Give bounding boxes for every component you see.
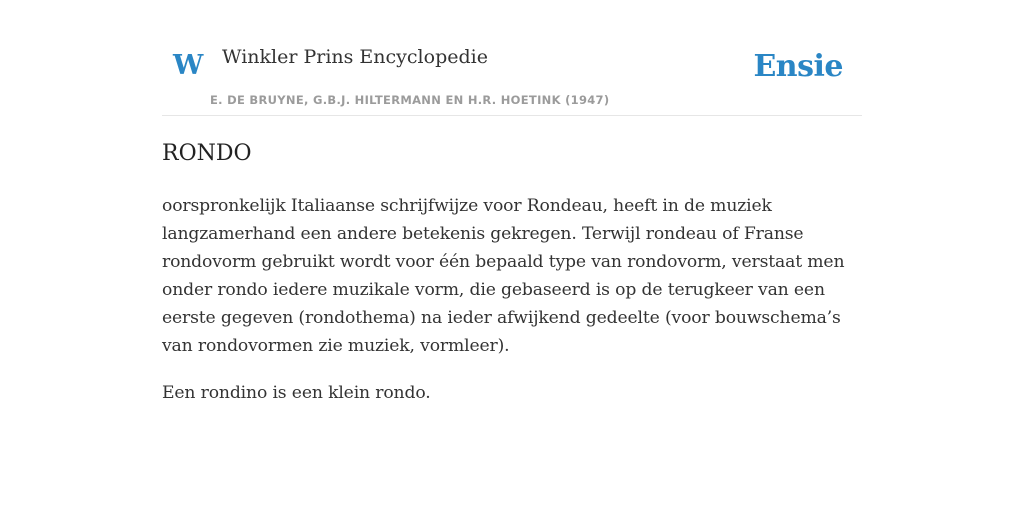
entry-body xyxy=(162,192,868,426)
winkler-prins-logo[interactable]: W xyxy=(173,50,204,81)
source-title[interactable]: Winkler Prins Encyclopedie xyxy=(222,46,488,68)
entry-paragraph: Een rondino is een klein rondo. xyxy=(162,383,431,403)
ensie-logo[interactable]: Ensie xyxy=(753,49,843,84)
source-authors: E. DE BRUYNE, G.B.J. HILTERMANN EN H.R. HOETINK (1947) xyxy=(210,93,610,107)
source-header xyxy=(162,36,862,116)
entry-paragraph: oorspronkelijk Italiaanse schrijfwijze voor Rondeau, heeft in de muziek langzamerhand een andere betekenis gekregen. Terwijl rondeau of Franse rondovorm gebruikt wordt voor één bepaald type van rondovorm, verstaat men onder rondo iedere muzikale vorm, die gebaseerd is op de terugkeer van een eerste gegeven (rondothema) na ieder afwijkend gedeelte (voor bouwschema’s van rondovormen zie muziek, vormleer). xyxy=(162,196,845,356)
entry-title: RONDO xyxy=(162,141,252,166)
